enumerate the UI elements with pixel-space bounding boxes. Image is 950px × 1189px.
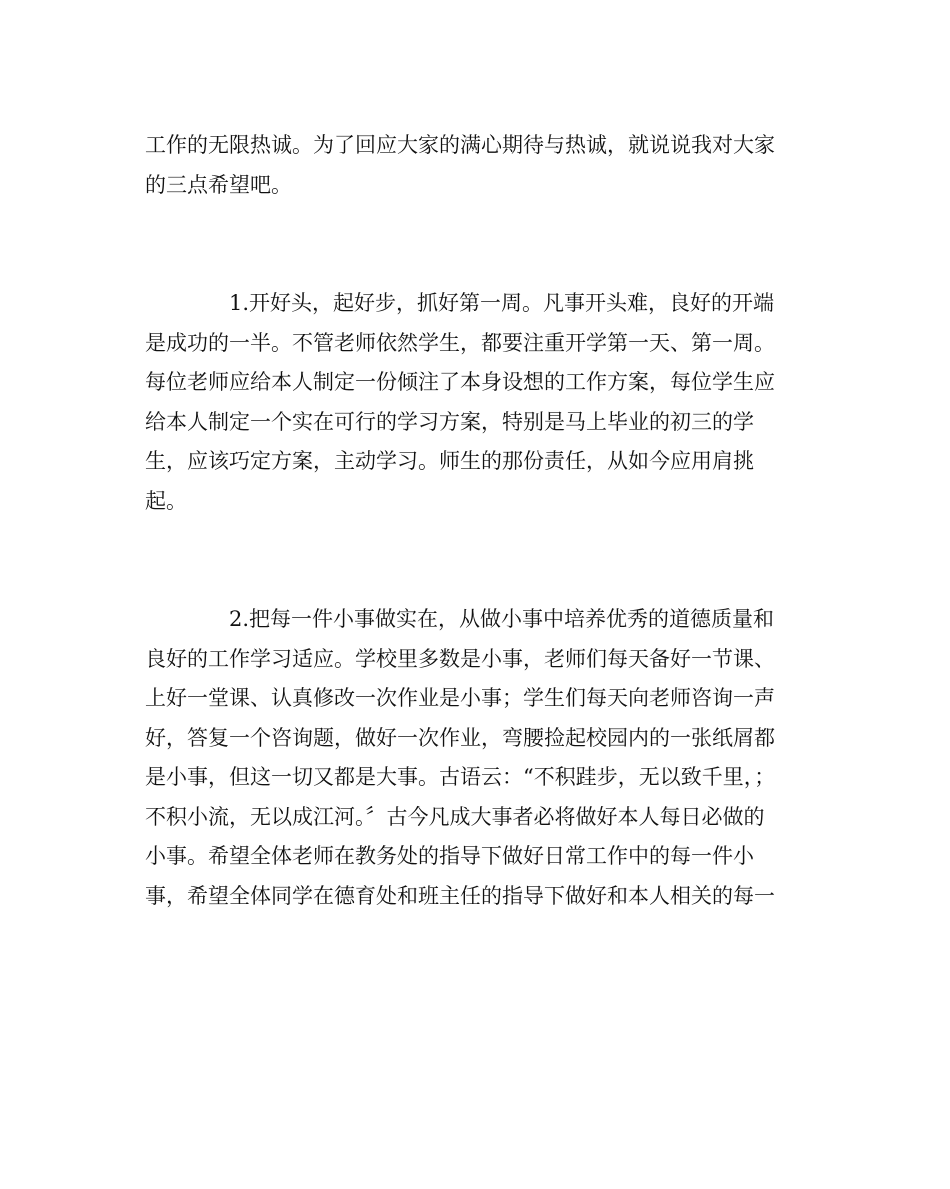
text-line: 工作的无限热诚。为了回应大家的满心期待与热诚，就说说我对大家 — [145, 133, 775, 157]
text-line: 小事。希望全体老师在教务处的指导下做好日常工作中的每一件小 — [145, 844, 754, 868]
text-line: 每位老师应给本人制定一份倾注了本身设想的工作方案，每位学生应 — [145, 370, 775, 394]
text-line: 生，应该巧定方案，主动学习。师生的那份责任，从如今应用肩挑 — [145, 449, 754, 473]
text-line: 上好一堂课、认真修改一次作业是小事；学生们每天向老师咨询一声 — [145, 686, 775, 710]
text-line: 给本人制定一个实在可行的学习方案，特别是马上毕业的初三的学 — [145, 409, 754, 434]
paragraph-spacer — [145, 521, 805, 600]
text-line: 是成功的一半。不管老师依然学生，都要注重开学第一天、第一周。 — [145, 330, 775, 355]
text-line: 好，答复一个咨询题，做好一次作业，弯腰捡起校园内的一张纸屑都 — [145, 725, 775, 750]
paragraph-point-1 — [145, 284, 805, 521]
text-line: 的三点希望吧。 — [145, 172, 292, 197]
text-line: 是小事，但这一切又都是大事。古语云：“不积跬步，无以致千里，； — [145, 765, 776, 789]
text-line: 1.开好头，起好步，抓好第一周。凡事开头难，良好的开端 — [229, 291, 775, 315]
paragraph-point-2 — [145, 600, 805, 916]
paragraph-spacer — [145, 205, 805, 284]
text-line: 不积小流，无以成江河。〞古今凡成大事者必将做好本人每日必做的 — [145, 804, 765, 829]
paragraph-intro-continuation — [145, 126, 805, 205]
text-line: 起。 — [145, 488, 187, 513]
text-line: 良好的工作学习适应。学校里多数是小事，老师们每天备好一节课、 — [145, 646, 775, 671]
text-line: 事，希望全体同学在德育处和班主任的指导下做好和本人相关的每一 — [145, 883, 775, 908]
document-body — [145, 126, 805, 916]
text-line: 2.把每一件小事做实在，从做小事中培养优秀的道德质量和 — [229, 607, 775, 631]
